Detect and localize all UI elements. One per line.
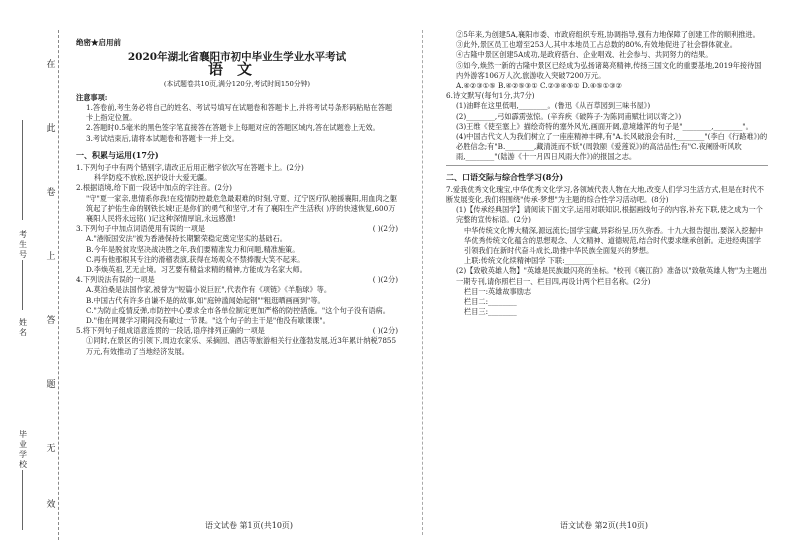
footer-page-1: 语文试卷 第1页(共10页) bbox=[205, 521, 294, 530]
question-5-choices: A.④②③①⑤ B.④②⑤③① C.②③④⑤① D.④⑤①③② bbox=[456, 81, 623, 91]
question-7-1-text: 中华传统文化博大精深,源远流长;国学宝藏,异彩纷呈,历久弥香。十九大报告提出,要深入挖掘中华优秀传统文化蕴含的思想观念、人文精神、道德规范,结合时代要求继承创新。走进经典国学引领我们在新时代奋斗成长,助推中华民族全面复兴的梦想。 bbox=[464, 225, 764, 256]
exam-title: 2020年湖北省襄阳市初中毕业生学业水平考试 bbox=[127, 51, 347, 64]
section-heading: 二、口语交际与综合性学习(8分) bbox=[446, 171, 564, 182]
column-item: 栏目一:英雄故事励志 bbox=[464, 286, 532, 296]
name-label: 姓名 bbox=[19, 318, 27, 337]
school-line bbox=[22, 470, 23, 530]
option: D.李焕英祖,艺无止境。习艺要有精益求精的精神,方能成为名家大师。 bbox=[86, 265, 307, 275]
question-3: 3.下列句子中加点词语使用有误的一项是 ( )(2分) bbox=[76, 224, 398, 234]
recitation-item: (3)王维《使至塞上》描绘奇特的塞外风光,画面开阔,意境雄浑的句子是"________,________"。 bbox=[456, 121, 753, 131]
question-7-1: (1)【传承经典国学】请阅读下面文字,运用对联知识,根据画线句子的内容,补充下联,使之成为一个完整的宣传标语。(2分) bbox=[456, 205, 763, 225]
recitation-item: (1)油畔在这里低唱,________。(鲁迅《从百草园到三味书屋》) bbox=[456, 101, 651, 111]
margin-char: 卷 bbox=[46, 188, 56, 198]
passage-sentence: ④古隆中景区创建5A成功,是政府搭台、企业唱戏、社会参与、共同努力的结果。 bbox=[456, 50, 713, 60]
binding-line bbox=[58, 30, 59, 540]
option: C.再有他那根其专注的滑稽表演,获得在场观众不禁捧腹大笑不起来。 bbox=[86, 254, 305, 264]
margin-char: 此 bbox=[46, 124, 56, 134]
option: B.今年是脱贫攻坚决战决胜之年,我们要精准发力和问题,精准施策。 bbox=[86, 244, 300, 254]
footer-page-2: 语文试卷 第2页(共10页) bbox=[560, 521, 649, 530]
margin-char: 效 bbox=[46, 500, 56, 510]
column-item: 栏目二:________ bbox=[464, 297, 517, 307]
page-divider bbox=[422, 30, 423, 535]
question-5: 5.将下列句子组成语意连贯的一段话,语序排列正确的一项是 ( )(2分) bbox=[76, 326, 398, 336]
column-item: 栏目三:________ bbox=[464, 307, 517, 317]
notice-item: 1.答卷前,考生务必将自己的姓名、考试号填写在试题卷和答题卡上,并将考试号条形码粘贴在答题卡上指定位置。 bbox=[86, 103, 393, 123]
page-1 bbox=[76, 38, 398, 357]
recitation-item: (2)________,弓如霹雳弦惊。(辛弃疾《破阵子·为陈同甫赋壮词以寄之》) bbox=[456, 111, 682, 121]
question-1: 1.下列句子中有两个错别字,请改正后用正楷字依次写在答题卡上。(2分) bbox=[76, 163, 304, 173]
question-5-text: ①同时,在景区的引领下,周边农家乐、采摘园、酒店等旅游相关行业蓬勃发展,近3年累计纳税7855万元,有效推动了当地经济发展。 bbox=[86, 336, 397, 356]
binding-margin bbox=[0, 0, 72, 560]
margin-char: 答 bbox=[46, 316, 56, 326]
question-2-text: "守"夏一家亲,患情系你我!在疫情防控最危急最艰难的时刻,守夏、辽宁医疗队驰援襄阳,用血肉之躯筑起了护佑生命的钢铁长城!正是你们的勇气和坚守,才有了襄阳生产生活秩( )序的快速恢复,600万襄阳人民将永远铭( )记这种深情厚谊,永远感激! bbox=[86, 193, 398, 224]
page-2 bbox=[446, 30, 768, 317]
section-heading: 一、积累与运用(17分) bbox=[76, 149, 159, 160]
option: C."为防止疫情反弹,市防控中心要求全市各单位制定更加严格的防控措施。"这个句子没有语病。 bbox=[86, 305, 390, 315]
option: D."他在网课学习期间没有歇过一节课。"这个句子的主干是"他没有歇课课"。 bbox=[86, 316, 330, 326]
subject-title: 语文 bbox=[207, 60, 266, 79]
passage-sentence: ③此外,景区员工也增至253人,其中本地员工占总数的80%,有效地促进了社会群体就业。 bbox=[456, 40, 737, 50]
notice-heading: 注意事项: bbox=[76, 92, 108, 102]
option: A.莫泊桑是法国作家,被誉为"短篇小说巨匠",代表作有《项链》《羊脂球》等。 bbox=[86, 285, 332, 295]
question-7-2: (2)【致敬英雄人物】"英雄是民族最闪亮的坐标。"校刊《襄江韵》准备以"致敬英雄人物"为主题出一期专刊,请你照栏目一、栏目四,再设计两个栏目名称。(2分) bbox=[456, 266, 767, 286]
margin-char: 在 bbox=[46, 60, 56, 70]
question-2: 2.根据语境,给下面一段话中加点的字注音。(2分) bbox=[76, 183, 232, 193]
question-1-text: 科学防疫不放松,医护设计大爱无疆。 bbox=[94, 173, 212, 183]
question-7: 7.爱我优秀文化瑰宝,中华优秀文化学习,各领域代表人物在大地,改变人们学习生活方式,但是在时代不断发展变化,我们将围绕"传承·梦想"为主题的综合性学习活动吧。(8分) bbox=[446, 184, 764, 205]
question-6: 6.诗文默写(每句1分,共7分) bbox=[446, 91, 535, 101]
recitation-item: (4)中国古代文人为我们树立了一座座精神丰碑,有"A.长风破浪会有时,________"(李白《行路难》)的必胜信念;有"B.________,藏清涟而不妖"(周敦颐《爱莲说》)的高洁品性;有"C.夜阑卧听风吹雨,________"(陆游《十一月四日风雨大作》)的报国之志。 bbox=[456, 132, 768, 162]
exam-number-line bbox=[22, 120, 23, 220]
section-rule bbox=[446, 165, 768, 166]
secret-mark: 绝密★启用前 bbox=[76, 38, 121, 47]
notice-item: 2.答题时0.5毫米的黑色签字笔直接答在答题卡上每题对应的答题区域内,答在试题卷上无效。 bbox=[86, 123, 380, 133]
margin-char: 上 bbox=[46, 252, 56, 262]
passage-sentence: ②5年来,为创建5A,襄阳市委、市政府组织专班,协调指导,强有力地保障了创建工作的顺利推进。 bbox=[456, 30, 760, 39]
question-4: 4.下列说法有误的一项是 ( )(2分) bbox=[76, 275, 398, 285]
option: A."港版国安法"被为香港保持长期繁荣稳定奠定坚实的基础石。 bbox=[86, 234, 287, 244]
school-label: 毕业学校 bbox=[19, 430, 27, 469]
notice-item: 3.考试结束后,请将本试题卷和答题卡一并上交。 bbox=[86, 133, 239, 143]
exam-note: (本试题卷共10页,满分120分,考试时间150分钟) bbox=[163, 79, 311, 88]
couplet-line: 上联:传统文化续精神国学 下联:________ bbox=[464, 256, 594, 266]
option: B.中国古代有许多自谦不是的故事,如"庭钟滥闻始起钢""粗逛晒画画到"等。 bbox=[86, 295, 325, 305]
passage-sentence: ⑤如今,焕然一新的古隆中景区已经成为弘扬诸葛亮精神,传扬三国文化的重要基地,2019年接待国内外游客106万人次,旅游收入突破7200万元。 bbox=[456, 60, 762, 80]
exam-number-label: 考生号 bbox=[19, 230, 27, 259]
margin-char: 无 bbox=[46, 444, 56, 454]
name-line bbox=[22, 260, 23, 310]
margin-char: 题 bbox=[46, 380, 56, 390]
